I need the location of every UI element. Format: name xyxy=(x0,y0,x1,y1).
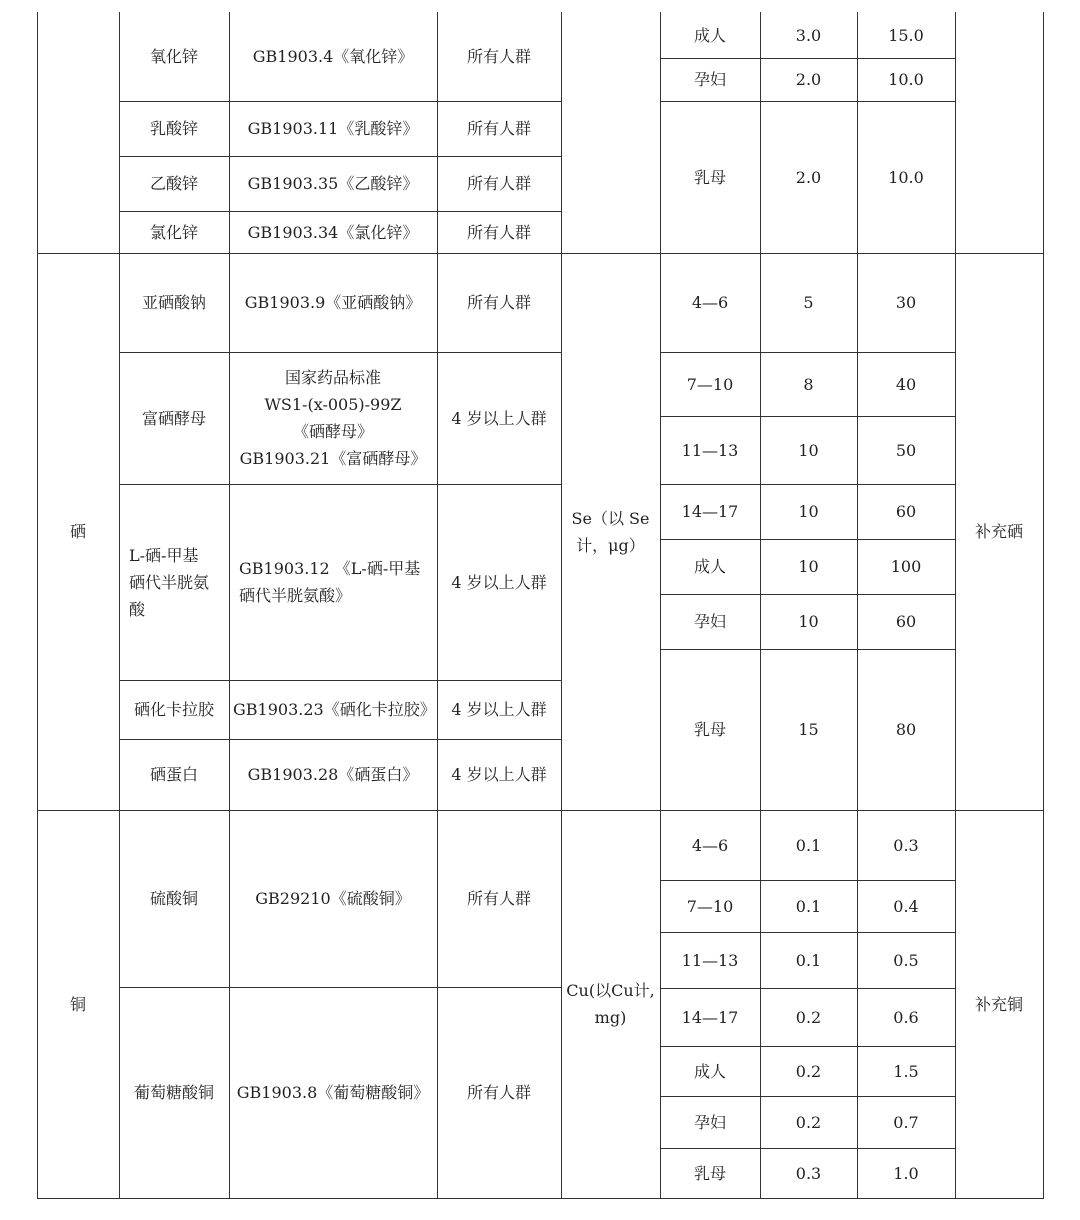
row-divider xyxy=(37,1198,1044,1199)
group-cell: 乳母 xyxy=(693,167,726,187)
compound-cell: 葡萄糖酸铜 xyxy=(133,1083,214,1102)
population-cell: 4 岁以上人群 xyxy=(451,572,547,592)
row-divider xyxy=(119,987,562,988)
compound-cell: 硒蛋白 xyxy=(149,765,198,784)
function-cell: 补充铜 xyxy=(974,994,1023,1014)
standard-cell: GB29210《硫酸铜》 xyxy=(255,889,411,908)
group-cell: 孕妇 xyxy=(693,1112,726,1132)
population-cell: 4 岁以上人群 xyxy=(451,765,547,784)
population-cell: 4 岁以上人群 xyxy=(451,700,547,719)
element-cell: 硒 xyxy=(69,522,86,541)
row-divider xyxy=(660,352,956,353)
column-divider xyxy=(955,12,956,1199)
group-cell: 成人 xyxy=(693,25,726,45)
standard-cell: GB1903.28《硒蛋白》 xyxy=(247,765,419,784)
row-divider xyxy=(119,211,562,212)
column-divider xyxy=(437,12,438,1199)
row-divider xyxy=(660,484,956,485)
row-divider xyxy=(660,1096,956,1097)
column-divider xyxy=(119,12,120,1199)
level-high-cell: 0.4 xyxy=(893,896,919,916)
group-cell: 7—10 xyxy=(686,896,734,916)
compound-cell: 硒化卡拉胶 xyxy=(133,700,214,719)
row-divider xyxy=(119,101,562,102)
group-cell: 乳母 xyxy=(693,720,726,739)
group-cell: 14—17 xyxy=(681,502,739,521)
level-low-cell: 10 xyxy=(798,557,819,576)
level-high-cell: 10.0 xyxy=(888,70,924,89)
compound-cell: 亚硒酸钠 xyxy=(141,293,206,312)
compound-cell: 富硒酵母 xyxy=(141,408,206,428)
population-cell: 4 岁以上人群 xyxy=(451,408,547,428)
row-divider xyxy=(119,352,562,353)
population-cell: 所有人群 xyxy=(466,174,531,193)
population-cell: 所有人群 xyxy=(466,222,531,242)
group-cell: 4—6 xyxy=(691,835,729,855)
compound-cell: 乙酸锌 xyxy=(149,174,198,193)
standard-cell: GB1903.11《乳酸锌》 xyxy=(247,119,419,138)
row-divider xyxy=(660,416,956,417)
standard-cell: GB1903.35《乙酸锌》 xyxy=(247,174,419,193)
group-cell: 成人 xyxy=(693,1061,726,1081)
group-cell: 11—13 xyxy=(681,950,739,970)
row-divider xyxy=(660,1148,956,1149)
row-divider xyxy=(660,880,956,881)
level-low-cell: 8 xyxy=(803,374,814,394)
group-cell: 孕妇 xyxy=(693,70,726,89)
level-low-cell: 0.3 xyxy=(795,1163,822,1183)
function-cell: 补充硒 xyxy=(974,522,1023,541)
standard-cell: 国家药品标准 WS1-(x-005)-99Z 《硒酵母》 GB1903.21《富硒酵母》 xyxy=(239,368,427,468)
row-divider xyxy=(660,1046,956,1047)
row-divider xyxy=(119,739,562,740)
standard-cell: GB1903.34《氯化锌》 xyxy=(247,222,419,242)
row-divider xyxy=(660,58,956,59)
level-high-cell: 10.0 xyxy=(888,167,924,187)
level-low-cell: 15 xyxy=(798,720,819,739)
group-cell: 7—10 xyxy=(686,374,734,394)
population-cell: 所有人群 xyxy=(466,47,531,66)
row-divider xyxy=(660,539,956,540)
compound-cell: 硫酸铜 xyxy=(149,889,198,908)
row-divider xyxy=(660,594,956,595)
unit-cell: Cu(以Cu计, mg) xyxy=(566,981,655,1027)
row-divider xyxy=(660,988,956,989)
level-high-cell: 0.3 xyxy=(893,835,919,855)
column-divider xyxy=(660,12,661,1199)
level-high-cell: 1.0 xyxy=(893,1163,919,1183)
group-cell: 14—17 xyxy=(681,1007,739,1027)
level-high-cell: 60 xyxy=(895,612,917,631)
standard-cell: GB1903.4《氧化锌》 xyxy=(252,47,414,66)
population-cell: 所有人群 xyxy=(466,1083,531,1102)
population-cell: 所有人群 xyxy=(466,293,531,312)
compound-cell: 氯化锌 xyxy=(149,222,198,242)
level-low-cell: 3.0 xyxy=(795,25,822,45)
compound-cell: L-硒-甲基 硒代半胱氨 酸 xyxy=(129,545,210,619)
element-cell: 铜 xyxy=(69,994,86,1014)
level-low-cell: 0.1 xyxy=(795,896,822,916)
column-divider xyxy=(229,12,230,1199)
row-divider xyxy=(660,101,956,102)
compound-cell: 乳酸锌 xyxy=(149,119,198,138)
column-divider xyxy=(857,12,858,1199)
group-cell: 乳母 xyxy=(693,1163,726,1183)
row-divider xyxy=(119,680,562,681)
unit-cell: Se（以 Se 计，μg） xyxy=(571,508,650,555)
population-cell: 所有人群 xyxy=(466,889,531,908)
level-high-cell: 15.0 xyxy=(888,25,924,45)
level-high-cell: 0.6 xyxy=(893,1007,919,1027)
standard-cell: GB1903.23《硒化卡拉胶》 xyxy=(233,700,436,719)
level-low-cell: 0.2 xyxy=(795,1007,822,1027)
standard-cell: GB1903.9《亚硒酸钠》 xyxy=(244,293,422,312)
level-high-cell: 60 xyxy=(895,502,917,521)
standard-cell: GB1903.8《葡萄糖酸铜》 xyxy=(236,1083,430,1102)
level-high-cell: 0.5 xyxy=(893,950,919,970)
row-divider xyxy=(119,484,562,485)
level-high-cell: 0.7 xyxy=(893,1112,919,1132)
level-high-cell: 1.5 xyxy=(893,1061,919,1081)
row-divider xyxy=(119,156,562,157)
level-low-cell: 10 xyxy=(798,612,819,631)
level-high-cell: 30 xyxy=(895,293,917,312)
group-cell: 孕妇 xyxy=(693,612,726,631)
level-low-cell: 5 xyxy=(803,293,814,312)
row-divider xyxy=(660,649,956,650)
level-high-cell: 50 xyxy=(895,440,917,460)
level-low-cell: 0.2 xyxy=(795,1061,822,1081)
level-low-cell: 0.1 xyxy=(795,835,822,855)
level-high-cell: 100 xyxy=(890,557,922,576)
group-cell: 11—13 xyxy=(681,440,739,460)
population-cell: 所有人群 xyxy=(466,119,531,138)
compound-cell: 氧化锌 xyxy=(149,47,198,66)
column-divider xyxy=(561,12,562,1199)
column-divider xyxy=(1043,12,1044,1199)
level-low-cell: 2.0 xyxy=(795,167,822,187)
level-low-cell: 0.1 xyxy=(795,950,822,970)
level-low-cell: 2.0 xyxy=(795,70,822,89)
column-divider xyxy=(37,12,38,1199)
level-low-cell: 10 xyxy=(798,502,819,521)
group-cell: 4—6 xyxy=(691,293,729,312)
level-low-cell: 0.2 xyxy=(795,1112,822,1132)
level-high-cell: 80 xyxy=(895,720,917,739)
row-divider xyxy=(660,932,956,933)
level-high-cell: 40 xyxy=(895,374,917,394)
standard-cell: GB1903.12 《L-硒-甲基 硒代半胱氨酸》 xyxy=(239,559,421,605)
level-low-cell: 10 xyxy=(798,440,819,460)
group-cell: 成人 xyxy=(693,557,726,576)
column-divider xyxy=(760,12,761,1199)
